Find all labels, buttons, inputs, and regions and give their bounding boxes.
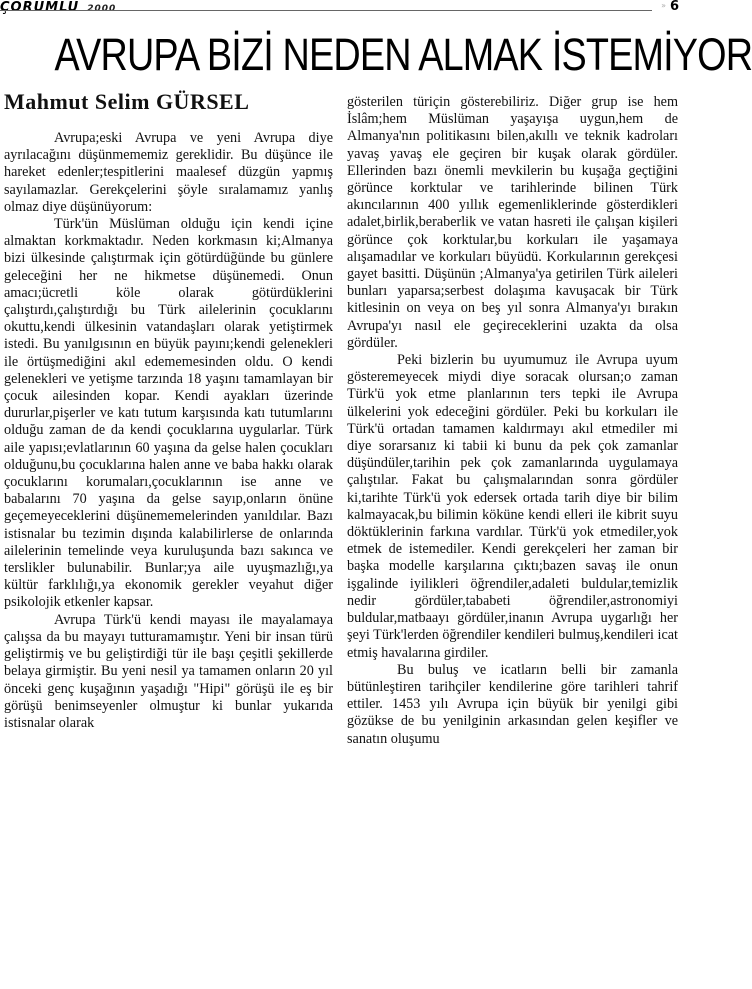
paragraph: Türk'ün Müslüman olduğu için kendi içine almaktan korkmaktadır. Neden korkmasın ki;Almanya bizi ülkesinde çalıştırmak için götürdüğünde bu günlere geleceğini her ne hikmetse düşünemedi. Onun amacı;ücretli köle olarak götürdüklerini çalıştırdı,çalıştırdığı bu Türk ailelerinin çocuklarını okuttu,kendi ülkesinin vatandaşları olarak yetiştirmek istedi. Bu yanılgısının en büyük payını;kendi gelenekleri ile örtüşmediğini akıl edememesinden oldu. O kendi gelenekleri ve yetişme tarzında 18 yaşını tamamlayan bir çocuk ailesinden kopar. Kendi ayakları üzerinde dururlar,pişerler ve katı tutum karşısında katı tutumlarını olduğu zaman de da kendi çocuklarına uygularlar. Türk aile yapısı;evlatlarının 60 yaşına da gelse halen çocukları olduğunu,bu çocuklarına halen anne ve baba hakkı olarak çocuklarını korumaları,çocuklarının ise anne ve babalarını 70 yaşına da gelse sayıp,onların önüne geçemeyeceklerini düşünememelerinden yanıldılar. Bazı istisnalar bu tezimin dışında kalabilirlerse de onlarında ailelerinin temelinde veya kuruluşunda bazı sakınca ve terslikler bulunabilir. Bunlar;ya aile uyuşmazlığı,ya kültür farklılığı,ya ekonomik gerekler veyahut diğer psikolojik etkenler kapsar. <box>4 216 333 611</box>
article-headline: AVRUPA BİZİ NEDEN ALMAK İSTEMİYOR <box>54 29 752 80</box>
newspaper-logo <box>0 0 116 14</box>
paragraph: Peki bizlerin bu uyumumuz ile Avrupa uyum gösteremeyecek miydi diye soracak olursan;o zaman Türk'ü yok etme planlarının ters tepki ile Avrupa ülkelerini yok edeceğini gördüler. Peki bu korkuları ile Türk'ü ortadan tamamen kaldırmayı akıl etmediler mi diye sorarsanız ki tabii ki bunu da pek çok zamanlar düşündüler,tarihin pek çok zamanlarında uygulamaya çalıştılar. Fakat bu çalışmalarından sonra gördüler ki,tarihte Türk'ü yok edersek ortada tarih diye bir bilim kalmayacak,bu bilimin köküne kendi elleri ile kibrit suyu döktüklerinin farkına vardılar. Türk'ü yok etmediler,yok etmek de istemediler. Kendi gerekçeleri her zaman bir başka modelle karşılarına çıktı;bazen savaş ile onun işgalinde iyilikleri öğrendiler,adaleti buldular,temizlik nedir gördüler,tababeti öğrendiler,astronomiyi buldular,matbaayı gördüler,inanın Avrupa uygarlığı her şeyi Türk'lerden öğrendiler kendileri bulmuş,kendileri icat etmiş havalarına girdiler. <box>347 352 678 661</box>
page-header <box>0 0 682 14</box>
page-number: 6 <box>669 0 679 14</box>
logo-name: ÇORUMLU <box>0 0 80 15</box>
paragraph: Avrupa;eski Avrupa ve yeni Avrupa diye ayrılacağını düşünmememiz gereklidir. Bu düşünce ile hareket edenler;tespitlerini maalesef düzgün yapmış sayılamazlar. Gerekçelerini şöyle sıralamamız yanlış olmaz diye düşünüyorum: <box>4 130 333 215</box>
paragraph: Avrupa Türk'ü kendi mayası ile mayalamaya çalışsa da bu mayayı tutturamamıştır. Yeni bir insan türü geliştirmiş ve bu geliştirdiği tür ile başı çeşitli şekillerde belaya girmiştir. Bu yeni nesil ya tamamen onların 20 yıl önceki genç kuşağının yaşadığı "Hipi" görüşü ile eş bir görüşü benimseyenler olmuştur ki bunlar yukarıda istisnalar olarak <box>4 611 333 731</box>
paragraph: gösterilen türiçin gösterebiliriz. Diğer grup ise hem İslâm;hem Müslüman yaşayışa uygun,hem de Almanya'nın politikasını bilen,akıllı ve teknik kadroları yavaş yavaş ele geçiren bir kuşak olarak gördüler. Ellerinden bazı önemli mevkilerin bu kuşağa geçtiğini görünce korktular ve tarihlerinde bilinen Türk akıncılarının 400 yıllık egemenliklerinde gösterdikleri adalet,birlik,beraberlik ve vatan hasreti ile çalışan kişileri görünce çok korktular,bu korkuları ile yaşamaya alışamadılar ve korkuları büyüdü. Korkularının gerekçesi gayet basitti. Düşünün ;Almanya'ya getirilen Türk aileleri bunları yaparsa;serbest dolaşıma kavuşacak bir Türk kitlesinin on veya on beş yıl sonra Almanya'yı bırakın Avrupa'yı nasıl ele geçireceklerini uzakta da olsa gördüler. <box>347 94 678 351</box>
header-rule <box>0 10 652 11</box>
article-column-right <box>347 94 678 748</box>
article-author: Mahmut Selim GÜRSEL <box>4 89 250 114</box>
logo-year: 2000 <box>87 4 117 14</box>
page-ornament-icon: » <box>661 1 666 10</box>
paragraph: Bu buluş ve icatların belli bir zamanla bütünleştiren tarihçiler kendilerine göre tarihleri tahrif ettiler. 1453 yılı Avrupa için büyük bir yenilgi gibi gözükse de bu yenilginin arkasından gelen keşifler ve sanatın oluşumu <box>347 661 678 747</box>
article-column-left <box>4 130 333 732</box>
